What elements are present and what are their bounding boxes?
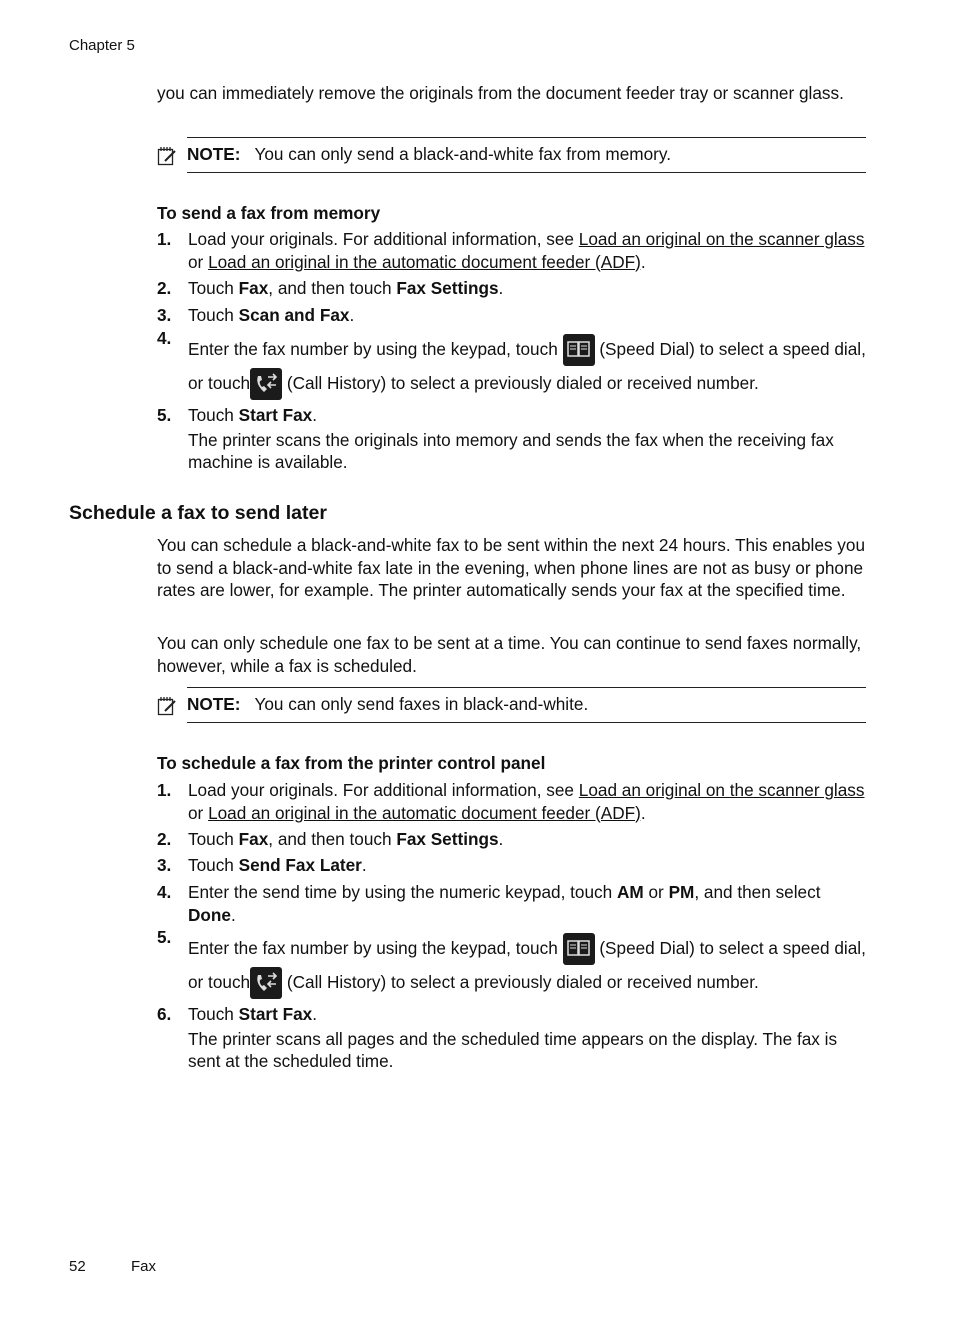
- step-text: , and then touch: [268, 829, 397, 849]
- page-number: 52: [69, 1258, 86, 1275]
- step-number: 3.: [157, 305, 172, 325]
- speed-dial-icon: [563, 933, 595, 965]
- step-number: 3.: [157, 855, 172, 875]
- speed-dial-icon: [563, 334, 595, 366]
- procedure-title: To schedule a fax from the printer control panel: [157, 753, 546, 773]
- note-box: [187, 687, 866, 723]
- step-text: Load your originals. For additional information, see: [188, 229, 579, 249]
- link-adf[interactable]: Load an original in the automatic document feeder (ADF): [208, 802, 641, 823]
- step-text: .: [640, 802, 646, 823]
- step-text: .: [498, 278, 504, 298]
- ui-term: AM: [616, 882, 644, 902]
- note-text: You can only send faxes in black-and-white.: [254, 694, 589, 714]
- ui-term: Fax Settings: [396, 829, 499, 849]
- step-text: Enter the fax number by using the keypad, touch: [188, 938, 563, 958]
- step-detail: The printer scans all pages and the scheduled time appears on the display. The fax is sent at the scheduled time.: [188, 1028, 838, 1071]
- step-detail: The printer scans the originals into memory and sends the fax when the receiving fax machine is available.: [188, 429, 834, 472]
- step-text: or: [643, 882, 669, 902]
- ui-term: Start Fax: [238, 1004, 313, 1024]
- ui-term: PM: [668, 882, 695, 902]
- step-number: 4.: [157, 328, 172, 348]
- step-number: 1.: [157, 229, 172, 249]
- note-icon: [157, 696, 177, 716]
- procedure-title: To send a fax from memory: [157, 203, 381, 223]
- step-text: , and then select: [694, 882, 821, 902]
- note-text: You can only send a black-and-white fax from memory.: [254, 144, 671, 164]
- step-number: 5.: [157, 405, 172, 425]
- section-paragraph-2: You can only schedule one fax to be sent at a time. You can continue to send faxes normally, however, while a fax is scheduled.: [157, 633, 862, 676]
- section-paragraph-1: You can schedule a black-and-white fax to be sent within the next 24 hours. This enables you to send a black-and-white fax late in the evening, when phone lines are not as busy or phone rates are lower, for example. The printer automatically sends your fax at the specified time.: [157, 535, 866, 600]
- ui-term: Send Fax Later: [238, 855, 362, 875]
- step-text: .: [640, 251, 646, 272]
- footer-section: Fax: [131, 1258, 157, 1275]
- step-text: Load your originals. For additional information, see: [188, 780, 579, 800]
- note-icon: [157, 146, 177, 166]
- step-number: 6.: [157, 1004, 172, 1024]
- step-text: Touch: [188, 855, 239, 875]
- step-text: or: [188, 251, 209, 272]
- step-text: Enter the send time by using the numeric keypad, touch: [188, 882, 617, 902]
- step-text: Touch: [188, 829, 239, 849]
- call-history-icon: [250, 967, 282, 999]
- call-history-icon: [250, 368, 282, 400]
- step-text: (Call History) to select a previously dialed or received number.: [282, 972, 759, 992]
- step-text: Enter the fax number by using the keypad, touch: [188, 339, 563, 359]
- step-text: .: [361, 855, 367, 875]
- step-text: Touch: [188, 1004, 239, 1024]
- step-text: .: [349, 305, 355, 325]
- step-text: (Call History) to select a previously dialed or received number.: [282, 373, 759, 393]
- step-number: 5.: [157, 927, 172, 947]
- ui-term: Scan and Fax: [238, 305, 350, 325]
- step-text: , and then touch: [268, 278, 397, 298]
- intro-paragraph: you can immediately remove the originals from the document feeder tray or scanner glass.: [157, 83, 844, 103]
- step-number: 1.: [157, 780, 172, 800]
- step-text: .: [498, 829, 504, 849]
- ui-term: Start Fax: [238, 405, 313, 425]
- step-text: (Speed Dial) to select a speed dial, or touch: [188, 339, 866, 393]
- chapter-header: Chapter 5: [69, 37, 135, 54]
- step-text: .: [230, 904, 236, 925]
- note-label: NOTE:: [187, 694, 241, 714]
- step-text: Touch: [188, 278, 239, 298]
- link-scanner-glass[interactable]: Load an original on the scanner glass: [578, 780, 865, 800]
- link-adf[interactable]: Load an original in the automatic document feeder (ADF): [208, 251, 641, 272]
- step-number: 2.: [157, 829, 172, 849]
- step-number: 4.: [157, 882, 172, 902]
- ui-term: Fax Settings: [396, 278, 499, 298]
- ui-term: Fax: [238, 829, 269, 849]
- ui-term: Fax: [238, 278, 269, 298]
- step-text: .: [312, 405, 317, 425]
- step-text: .: [312, 1004, 317, 1024]
- ui-term: Done: [188, 904, 231, 925]
- step-text: Touch: [188, 305, 239, 325]
- section-heading: Schedule a fax to send later: [69, 502, 327, 524]
- note-box: [187, 137, 866, 173]
- link-scanner-glass[interactable]: Load an original on the scanner glass: [578, 229, 865, 249]
- note-label: NOTE:: [187, 144, 241, 164]
- step-text: (Speed Dial) to select a speed dial, or touch: [188, 938, 866, 992]
- step-text: or: [188, 802, 209, 823]
- step-number: 2.: [157, 278, 172, 298]
- step-text: Touch: [188, 405, 239, 425]
